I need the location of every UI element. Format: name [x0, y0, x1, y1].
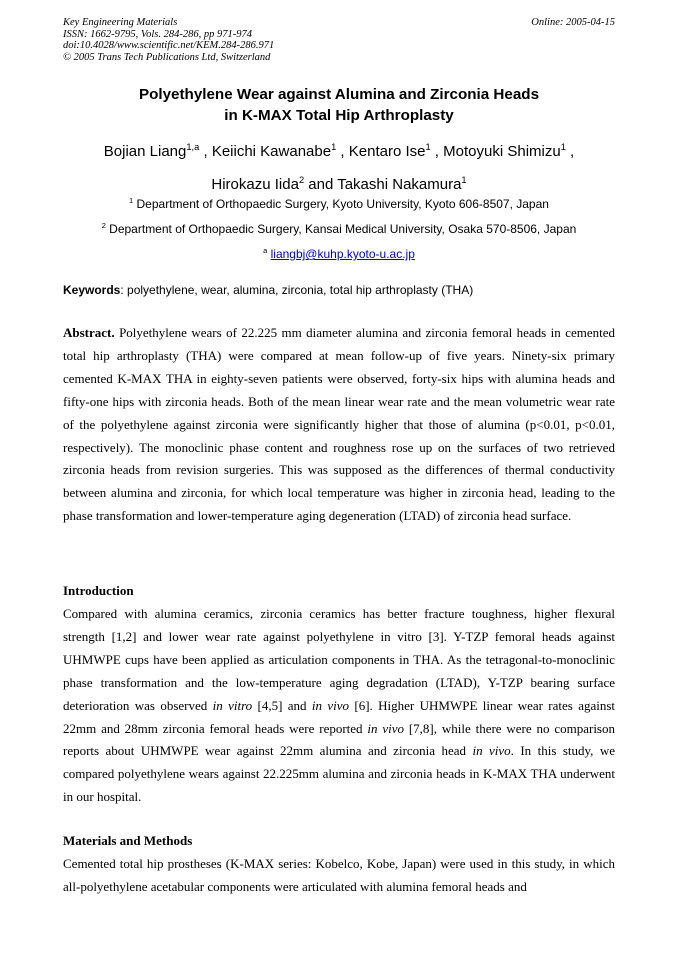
author-superscript: 1	[461, 175, 467, 185]
intro-text: [6]. Higher UHMWPE linear wear rates against 22mm and 28mm zirconia femoral heads were reported	[63, 697, 616, 736]
abstract-text: Polyethylene wears of 22.225 mm diameter alumina and zirconia femoral heads in cemented total hip arthroplasty (THA) were compared at mean follow-up of five years. Ninety-six primary cemented K-MAX THA in eighty-seven patients were observed, forty-six hips with alumina heads and fifty-one hips with zirconia heads. Both of the mean linear wear rate and the mean volumetric wear rate of the polyethylene against zirconia were significantly higher that those of alumina (p<0.01, p<0.01, respectively). The monoclinic phase content and roughness rose up on the surfaces of two retrieved zirconia heads from revision surgeries. This was supposed as the differences of thermal conductivity between alumina and zirconia, for which local temperature was higher in zirconia head, leading to the phase transformation and lower-temperature aging degeneration (LTAD) of zirconia head surface.	[63, 325, 615, 524]
affiliations	[63, 190, 615, 265]
title-line-1: Polyethylene Wear against Alumina and Zirconia Heads	[138, 86, 540, 103]
introduction-heading: Introduction	[63, 583, 134, 598]
methods-paragraph: Cemented total hip prostheses (K-MAX series: Kobelco, Kobe, Japan) were used in this study, in which all-polyethylene acetabular components were articulated with alumina femoral heads and	[63, 856, 615, 894]
affiliation-superscript: 2	[101, 221, 106, 230]
abstract	[63, 322, 615, 528]
author-superscript: 1	[560, 142, 566, 152]
issn-line: ISSN: 1662-9795, Vols. 284-286, pp 971-974	[63, 28, 252, 40]
intro-italic: in vivo	[367, 720, 405, 736]
keywords-text: : polyethylene, wear, alumina, zirconia, total hip arthroplasty (THA)	[120, 283, 474, 297]
keywords-line	[63, 283, 615, 297]
running-header	[63, 17, 615, 63]
intro-italic: in vivo	[311, 697, 350, 713]
email-link[interactable]: liangbj@kuhp.kyoto-u.ac.jp	[270, 247, 415, 261]
author-name: Hirokazu Iida	[211, 176, 299, 193]
author-name: Kentaro Ise	[348, 143, 426, 160]
author-superscript: 1,a	[186, 142, 200, 152]
journal-name: Key Engineering Materials	[63, 17, 178, 28]
authors-line-2: Hirokazu Iida$^2$ and Takashi Nakamura$^1$	[211, 175, 467, 193]
abstract-label: Abstract.	[63, 325, 115, 340]
doi-line: doi:10.4028/www.scientific.net/KEM.284-286.971	[63, 40, 275, 52]
author-name: Motoyuki Shimizu	[443, 143, 561, 160]
methods-heading: Materials and Methods	[63, 833, 193, 848]
authors-line-1: Bojian Liang$^{1,a}$ , Keiichi Kawanabe$^1$ , Kentaro Ise$^1$ , Motoyuki Shimizu$^1$ ,	[103, 142, 575, 160]
author-name: Bojian Liang	[103, 143, 187, 160]
introduction-paragraph	[63, 603, 615, 809]
affiliation-text: Department of Orthopaedic Surgery, Kyoto University, Kyoto 606-8507, Japan	[136, 197, 549, 211]
intro-italic: in vivo	[472, 743, 511, 759]
affiliation-text: Department of Orthopaedic Surgery, Kansai Medical University, Osaka 570-8506, Japan	[109, 222, 577, 236]
online-date: Online: 2005-04-15	[531, 17, 615, 28]
title-line-2: in K-MAX Total Hip Arthroplasty	[224, 107, 454, 124]
paper-title	[63, 84, 615, 126]
intro-text: [7,8], while there were no comparison reports about UHMWPE wear against 22mm alumina and zirconia head	[63, 720, 615, 759]
intro-italic: in vitro	[212, 697, 253, 713]
copyright-line: © 2005 Trans Tech Publications Ltd, Switzerland	[63, 51, 271, 63]
intro-text: . In this study, we compared polyethylene wears against 22.225mm alumina and zirconia heads in K-MAX THA underwent in our hospital.	[63, 743, 615, 805]
author-superscript: 2	[298, 175, 305, 185]
affiliation-2	[63, 215, 615, 240]
author-superscript: 1	[425, 142, 431, 152]
author-superscript: 1	[331, 142, 337, 152]
affiliation-1	[63, 190, 615, 215]
author-name: Takashi Nakamura	[337, 176, 462, 193]
keywords-label: Keywords	[63, 283, 121, 297]
email-line	[63, 240, 615, 265]
intro-text: [4,5] and	[252, 697, 312, 713]
affiliation-superscript: 1	[129, 196, 134, 205]
email-superscript: a	[263, 246, 268, 255]
author-name: Keiichi Kawanabe	[211, 143, 332, 160]
intro-text: Compared with alumina ceramics, zirconia ceramics has better fracture toughness, higher flexural strength [1,2] and lower wear rate against polyethylene in vitro [3]. Y-TZP femoral heads against UHMWPE cups have been applied as articulation components in THA. As the tetragonal-to-monoclinic phase transformation and the low-temperature aging degradation (LTAD), Y-TZP bearing surface deterioration was observed	[63, 606, 615, 713]
